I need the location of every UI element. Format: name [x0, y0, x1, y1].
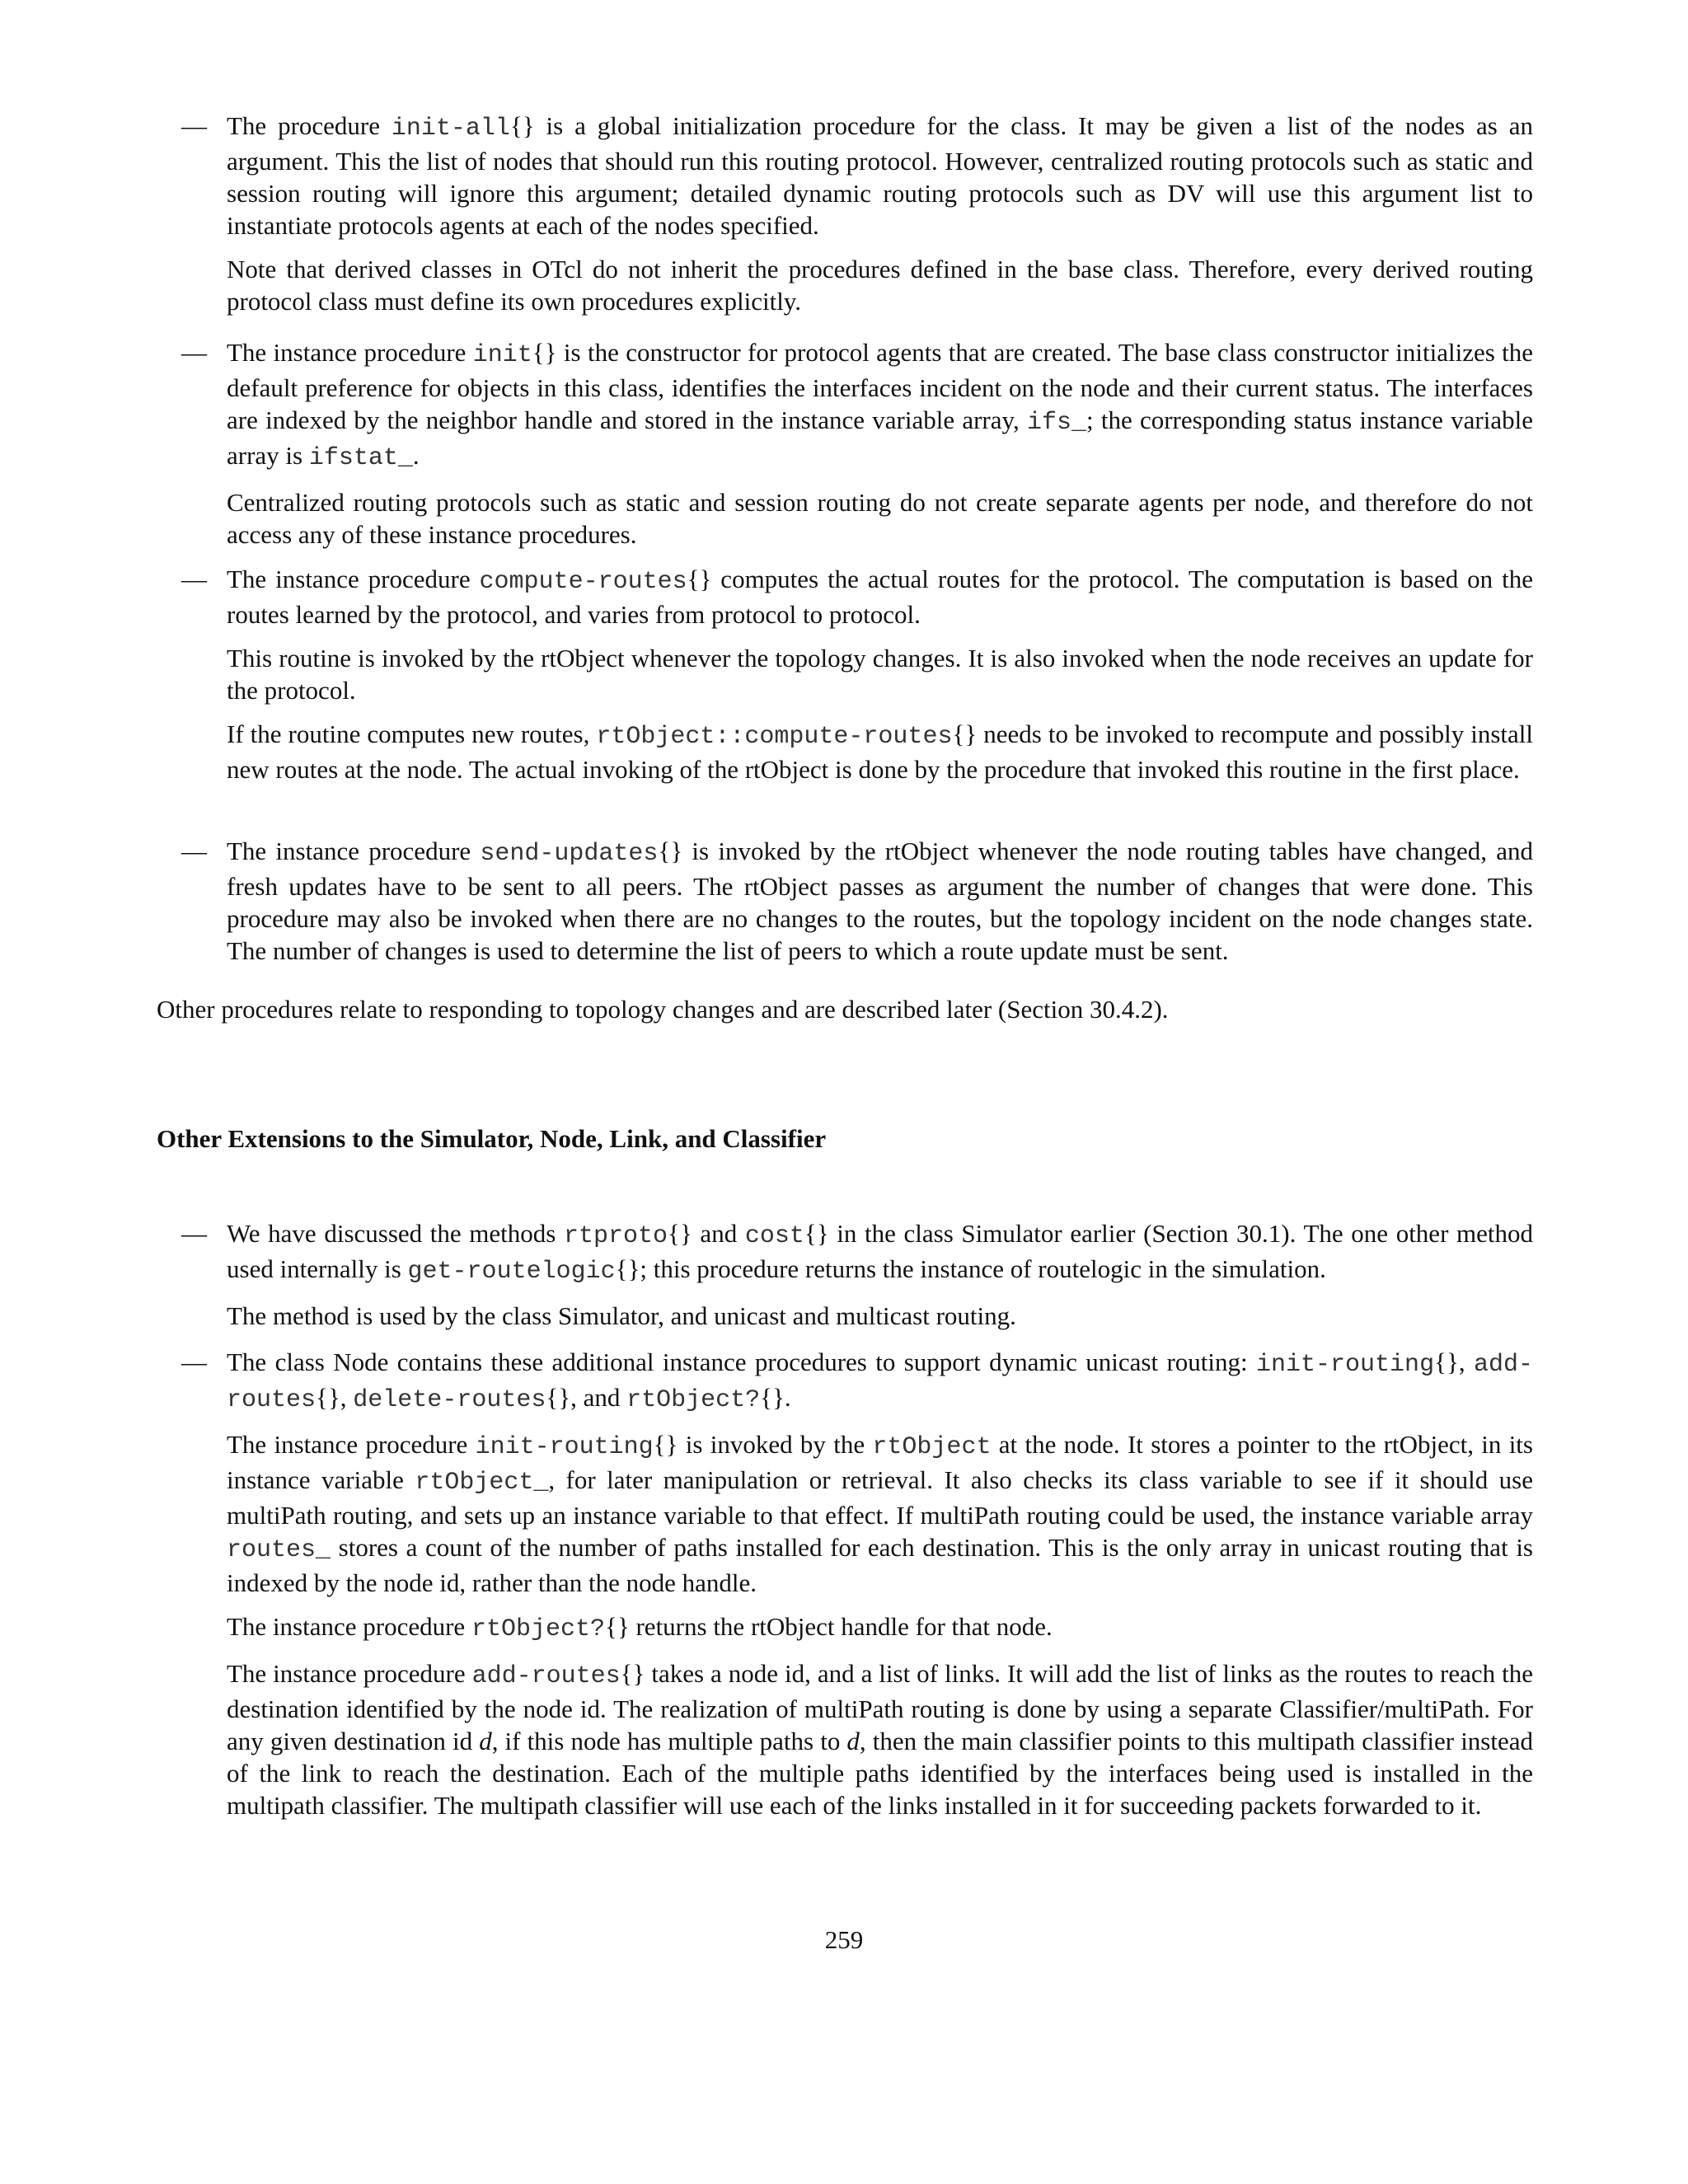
- text-run: {}: [316, 1383, 340, 1412]
- code-identifier: add-routes: [227, 1351, 1533, 1414]
- text-run: {}: [620, 1659, 645, 1688]
- text-run: The instance procedure: [227, 1612, 471, 1641]
- code-identifier: rtObject: [872, 1433, 992, 1461]
- list-paragraph: [227, 486, 1533, 551]
- list-paragraph: [227, 1657, 1533, 1821]
- em-dash: —: [181, 837, 207, 865]
- em-dash: —: [181, 1219, 207, 1248]
- text-run: {}: [546, 1383, 571, 1412]
- text-run: {}: [509, 111, 535, 140]
- text-run: , for later manipulation or retrieval. It also checks its class variable to see if it should use multiPath routing, and sets up an instance variable to that effect. If multiPath routing could be used, the instance variable array: [227, 1465, 1533, 1530]
- text-run: ; the corresponding status instance variable array is: [227, 405, 1533, 470]
- code-identifier: init-routing: [475, 1433, 654, 1461]
- list-item: [181, 1217, 1533, 1343]
- code-identifier: rtObject?: [626, 1386, 761, 1414]
- text-run: ,: [340, 1383, 354, 1412]
- text-run: {}: [604, 1612, 630, 1641]
- text-run: is a global initialization procedure for the class. It may be given a list of the nodes as an argument. This the list of nodes that should run this routing protocol. However, centralized routing protocols such as static and session routing will ignore this argument; detailed dynamic routing protocols such as DV will use this argument list to instantiate protocols agents at each of the nodes specified.: [227, 111, 1533, 240]
- text-run: {}: [658, 837, 683, 865]
- section-heading: Other Extensions to the Simulator, Node, Link, and Classifier: [157, 1124, 827, 1153]
- text-run: {}: [668, 1219, 692, 1248]
- text-run: computes the actual routes for the protocol. The computation is based on the routes learned by the protocol, and varies from protocol to protocol.: [227, 565, 1533, 629]
- code-identifier: rtObject_: [415, 1469, 549, 1497]
- code-identifier: init: [472, 341, 532, 369]
- list-item: [181, 110, 1533, 329]
- code-identifier: compute-routes: [479, 568, 687, 596]
- list-paragraph: [227, 1610, 1533, 1646]
- list-paragraph: [227, 336, 1533, 475]
- list-paragraph: [227, 835, 1533, 967]
- list-item: [181, 1346, 1533, 1833]
- code-identifier: ifs_: [1026, 409, 1086, 437]
- other-procedures-paragraph: Other procedures relate to responding to topology changes and are described later (Section 30.4.2).: [157, 995, 1169, 1024]
- text-run: The procedure: [227, 111, 392, 140]
- list-paragraph: [227, 1217, 1533, 1288]
- text-run: This routine is invoked by the rtObject whenever the topology changes. It is also invoked when the node receives an update for the protocol.: [227, 644, 1533, 705]
- list-paragraph: [227, 110, 1533, 241]
- list-paragraph: [227, 1428, 1533, 1599]
- text-run: stores a count of the number of paths installed for each destination. This is the only array in unicast routing that is indexed by the node id, rather than the node handle.: [227, 1533, 1533, 1597]
- text-run: The instance procedure: [227, 1430, 476, 1459]
- text-run: is the constructor for protocol agents that are created. The base class constructor initializes the default preference for objects in this class, identifies the interfaces incident on the node and their current status. The interfaces are indexed by the neighbor handle and stored in the instance variable array,: [227, 338, 1534, 434]
- math-variable: d: [479, 1727, 492, 1755]
- text-run: and: [692, 1219, 745, 1248]
- text-run: returns the rtObject handle for that node.: [629, 1612, 1053, 1641]
- text-run: needs to be invoked to recompute and possibly install new routes at the node. The actual invoking of the rtObject is done by the procedure that invoked this routine in the first place.: [227, 719, 1533, 784]
- text-run: {}: [804, 1219, 829, 1248]
- text-run: The method is used by the class Simulator, and unicast and multicast routing.: [227, 1301, 1016, 1330]
- em-dash: —: [181, 1347, 207, 1376]
- code-identifier: cost: [744, 1222, 804, 1250]
- text-run: Note that derived classes in OTcl do not inherit the procedures defined in the base class. Therefore, every derived routing protocol class must define its own procedures explicitly.: [227, 255, 1533, 316]
- list-paragraph: [227, 642, 1533, 706]
- text-run: ; this procedure returns the instance of routelogic in the simulation.: [640, 1254, 1326, 1283]
- code-identifier: rtObject::compute-routes: [596, 723, 953, 751]
- code-identifier: init-all: [391, 115, 510, 143]
- text-run: The instance procedure: [227, 338, 473, 367]
- text-run: The instance procedure: [227, 565, 480, 593]
- list-item: [181, 336, 1533, 562]
- em-dash: —: [181, 338, 207, 367]
- em-dash: —: [181, 111, 207, 140]
- code-identifier: rtproto: [564, 1222, 668, 1250]
- text-run: ,: [1458, 1347, 1474, 1376]
- code-identifier: get-routelogic: [407, 1258, 616, 1286]
- text-run: The class Node contains these additional instance procedures to support dynamic unicast routing:: [227, 1347, 1257, 1376]
- text-run: {}: [952, 719, 978, 748]
- text-run: , if this node has multiple paths to: [491, 1727, 847, 1755]
- text-run: in the class Simulator earlier (Section 30.1). The one other method used internally is: [227, 1219, 1534, 1283]
- text-run: {}: [1434, 1347, 1459, 1376]
- code-identifier: ifstat_: [308, 444, 413, 472]
- text-run: If the routine computes new routes,: [227, 719, 597, 748]
- list-paragraph: [227, 563, 1533, 630]
- text-run: We have discussed the methods: [227, 1219, 564, 1248]
- em-dash: —: [181, 565, 207, 593]
- list-item: [181, 563, 1533, 797]
- list-paragraph: [227, 1346, 1533, 1417]
- text-run: takes a node id, and a list of links. It will add the list of links as the routes to reach the destination identified by the node id. The realization of multiPath routing is done by using a separate Classifier/multiPath. For any given destination id: [227, 1659, 1533, 1755]
- text-run: .: [784, 1383, 791, 1412]
- code-identifier: rtObject?: [471, 1615, 605, 1643]
- text-run: The instance procedure: [227, 837, 481, 865]
- text-run: The instance procedure: [227, 1659, 472, 1688]
- text-run: is invoked by the: [678, 1430, 873, 1459]
- text-run: .: [412, 441, 420, 470]
- text-run: , and: [570, 1383, 627, 1412]
- text-run: {}: [615, 1254, 640, 1283]
- code-identifier: init-routing: [1256, 1351, 1435, 1379]
- text-run: {}: [532, 338, 557, 367]
- text-run: {}: [653, 1430, 678, 1459]
- code-identifier: routes_: [227, 1536, 331, 1564]
- list-item: [181, 835, 1533, 978]
- text-run: is invoked by the rtObject whenever the node routing tables have changed, and fresh updates have to be sent to all peers. The rtObject passes as argument the number of changes that were done. This procedure may also be invoked when there are no changes to the routes, but the topology incident on the node changes state. The number of changes is used to determine the list of peers to which a route update must be sent.: [227, 837, 1533, 965]
- list-paragraph: [227, 1300, 1533, 1332]
- list-paragraph: [227, 253, 1533, 317]
- code-identifier: delete-routes: [353, 1386, 546, 1414]
- page-number: 259: [824, 1925, 864, 1954]
- text-run: {}: [760, 1383, 785, 1412]
- text-run: Centralized routing protocols such as static and session routing do not create separate agents per node, and therefore do not access any of these instance procedures.: [227, 488, 1533, 549]
- text-run: at the node. It stores a pointer to the rtObject, in its instance variable: [227, 1430, 1533, 1494]
- text-run: , then the main classifier points to this multipath classifier instead of the link to reach the destination. Each of the multiple paths identified by the interfaces being used is installed in the multipath classifier. The multipath classifier will use each of the links installed in it for succeeding packets forwarded to it.: [227, 1727, 1533, 1820]
- text-run: {}: [687, 565, 712, 593]
- code-identifier: add-routes: [471, 1662, 621, 1690]
- code-identifier: send-updates: [480, 840, 659, 868]
- list-paragraph: [227, 718, 1533, 785]
- math-variable: d: [846, 1727, 860, 1755]
